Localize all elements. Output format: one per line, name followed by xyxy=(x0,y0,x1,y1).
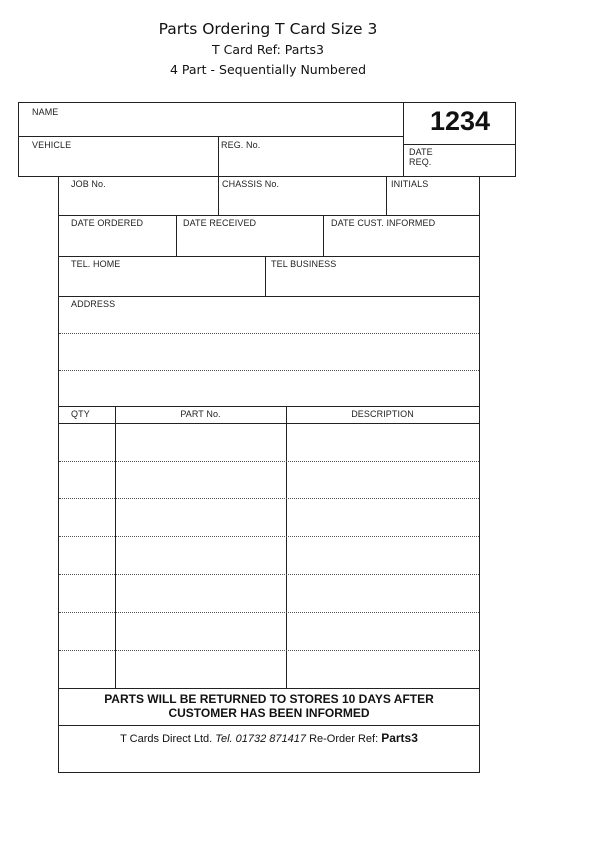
footer-reorder-label: Re-Order Ref: xyxy=(309,733,379,745)
divider xyxy=(386,176,387,216)
footer-phone: Tel. 01732 871417 xyxy=(215,733,306,745)
divider xyxy=(403,102,404,177)
footer-company: T Cards Direct Ltd. xyxy=(120,733,213,745)
address-line xyxy=(59,333,479,334)
date-received-label: DATE RECEIVED xyxy=(183,218,257,228)
table-row-line xyxy=(59,536,479,537)
divider xyxy=(286,406,287,689)
reg-no-label: REG. No. xyxy=(221,140,261,150)
vehicle-label: VEHICLE xyxy=(32,140,72,150)
divider xyxy=(58,296,480,297)
description-header: DESCRIPTION xyxy=(351,409,414,419)
document-title: Parts Ordering T Card Size 3 xyxy=(158,20,378,38)
serial-number: 1234 xyxy=(429,106,491,136)
divider xyxy=(58,725,480,726)
card-subtitle: 4 Part - Sequentially Numbered xyxy=(169,62,367,77)
date-req-label-line1: DATE xyxy=(409,147,433,157)
table-row-line xyxy=(59,461,479,462)
date-ordered-label: DATE ORDERED xyxy=(71,218,144,228)
name-label: NAME xyxy=(32,107,59,117)
table-row-line xyxy=(59,612,479,613)
address-label: ADDRESS xyxy=(71,299,116,309)
divider xyxy=(58,688,480,689)
chassis-no-label: CHASSIS No. xyxy=(222,179,280,189)
divider xyxy=(323,215,324,256)
divider xyxy=(115,406,116,689)
address-line xyxy=(59,370,479,371)
tel-home-label: TEL. HOME xyxy=(71,259,121,269)
job-no-label: JOB No. xyxy=(71,179,106,189)
table-row-line xyxy=(59,574,479,575)
divider xyxy=(18,136,404,137)
divider xyxy=(218,176,219,216)
table-row-line xyxy=(59,498,479,499)
card-reference: T Card Ref: Parts3 xyxy=(212,42,324,57)
qty-header: QTY xyxy=(71,409,90,419)
divider xyxy=(403,144,516,145)
footer-ref-code: Parts3 xyxy=(381,731,418,745)
divider xyxy=(58,406,480,407)
divider xyxy=(218,136,219,177)
divider xyxy=(58,215,480,216)
tel-business-label: TEL BUSINESS xyxy=(271,259,337,269)
divider xyxy=(58,423,480,424)
initials-label: INITIALS xyxy=(391,179,429,189)
card-body xyxy=(58,176,480,773)
divider xyxy=(265,256,266,296)
date-cust-informed-label: DATE CUST. INFORMED xyxy=(331,218,436,228)
table-row-line xyxy=(59,650,479,651)
part-no-header: PART No. xyxy=(180,409,221,419)
returns-notice: PARTS WILL BE RETURNED TO STORES 10 DAYS AFTER CUSTOMER HAS BEEN INFORMED xyxy=(104,692,434,720)
divider xyxy=(58,256,480,257)
footer xyxy=(59,731,479,745)
divider xyxy=(176,215,177,256)
date-req-label-line2: REQ. xyxy=(409,157,432,167)
